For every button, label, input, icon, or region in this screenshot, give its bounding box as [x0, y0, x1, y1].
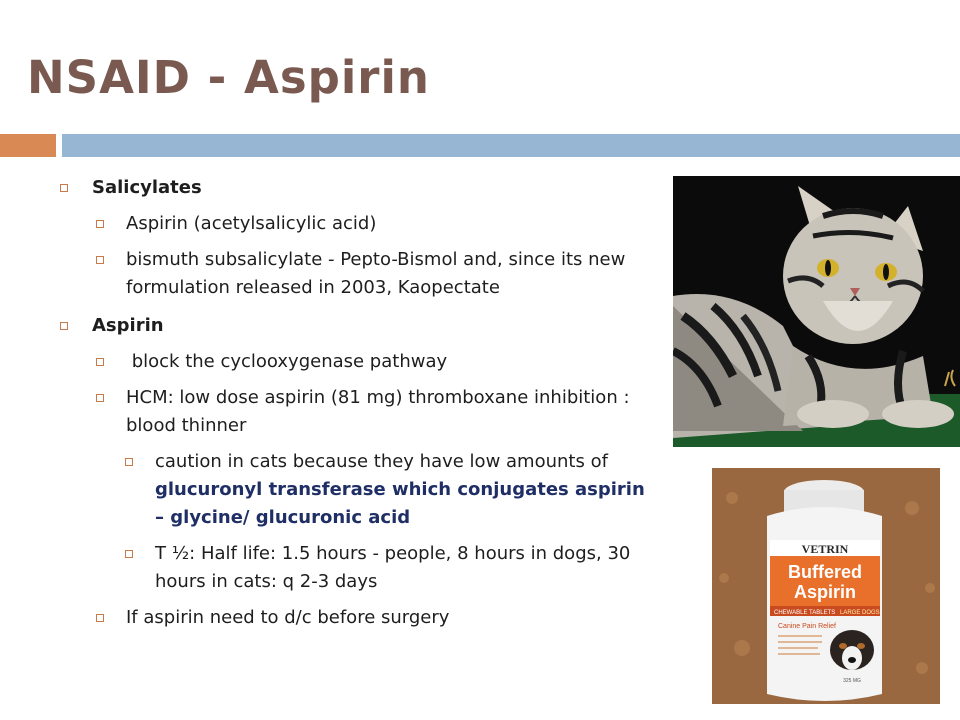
- bullet-aspirin: [58, 312, 648, 340]
- bullet-bismuth: [58, 246, 648, 302]
- bottle-tag2: LARGE DOGS: [840, 610, 880, 616]
- bottle-count: 325 MG: [843, 678, 861, 684]
- title-accent-bar-orange: [0, 134, 56, 157]
- bullet-text: If aspirin need to d/c before surgery: [126, 607, 450, 628]
- aspirin-bottle-illustration: [712, 468, 940, 704]
- bullet-text: block the cyclooxygenase pathway: [126, 351, 448, 372]
- square-bullet-icon: [96, 358, 104, 366]
- bullet-block: [58, 348, 648, 376]
- bullet-caution: [58, 448, 648, 532]
- bullet-text: caution in cats because they have low amounts of: [155, 451, 608, 472]
- square-bullet-icon: [96, 220, 104, 228]
- tabby-cat-illustration: [673, 176, 960, 447]
- bullet-salicylates: [58, 174, 648, 202]
- bullet-text: bismuth subsalicylate - Pepto-Bismol and, since its new formulation released in 2003, Kaopectate: [126, 249, 626, 298]
- square-bullet-icon: [96, 394, 104, 402]
- dog-icon: [830, 630, 874, 670]
- square-bullet-icon: [125, 458, 133, 466]
- title-accent-bar-blue: [62, 134, 960, 157]
- bullet-hcm: [58, 384, 648, 440]
- square-bullet-icon: [96, 614, 104, 622]
- bullet-emphasis-text: glucuronyl transferase which conjugates aspirin – glycine/ glucuronic acid: [155, 479, 645, 528]
- bullet-surgery: [58, 604, 648, 632]
- bottle-product-line2: Aspirin: [793, 582, 857, 602]
- bottle-product-line1: Buffered: [787, 562, 863, 582]
- square-bullet-icon: [60, 322, 68, 330]
- bottle-brand-label: VETRIN: [801, 542, 849, 556]
- bullet-aspirin-acid: [58, 210, 648, 238]
- bullet-text: Salicylates: [92, 177, 202, 198]
- square-bullet-icon: [125, 550, 133, 558]
- aspirin-bottle-photo: [712, 468, 940, 704]
- cat-photo: [673, 176, 960, 447]
- bullet-text: T ½: Half life: 1.5 hours - people, 8 hours in dogs, 30 hours in cats: q 2-3 days: [155, 543, 631, 592]
- bullet-list: [58, 168, 648, 632]
- bottle-subtitle: Canine Pain Relief: [778, 623, 836, 630]
- bottle-tag1: CHEWABLE TABLETS: [774, 610, 836, 616]
- square-bullet-icon: [60, 184, 68, 192]
- bullet-text: Aspirin (acetylsalicylic acid): [126, 213, 377, 234]
- slide-title: NSAID - Aspirin: [27, 51, 430, 104]
- bullet-text: HCM: low dose aspirin (81 mg) thromboxane inhibition : blood thinner: [126, 387, 630, 436]
- bullet-half-life: [58, 540, 648, 596]
- bullet-text: Aspirin: [92, 315, 164, 336]
- square-bullet-icon: [96, 256, 104, 264]
